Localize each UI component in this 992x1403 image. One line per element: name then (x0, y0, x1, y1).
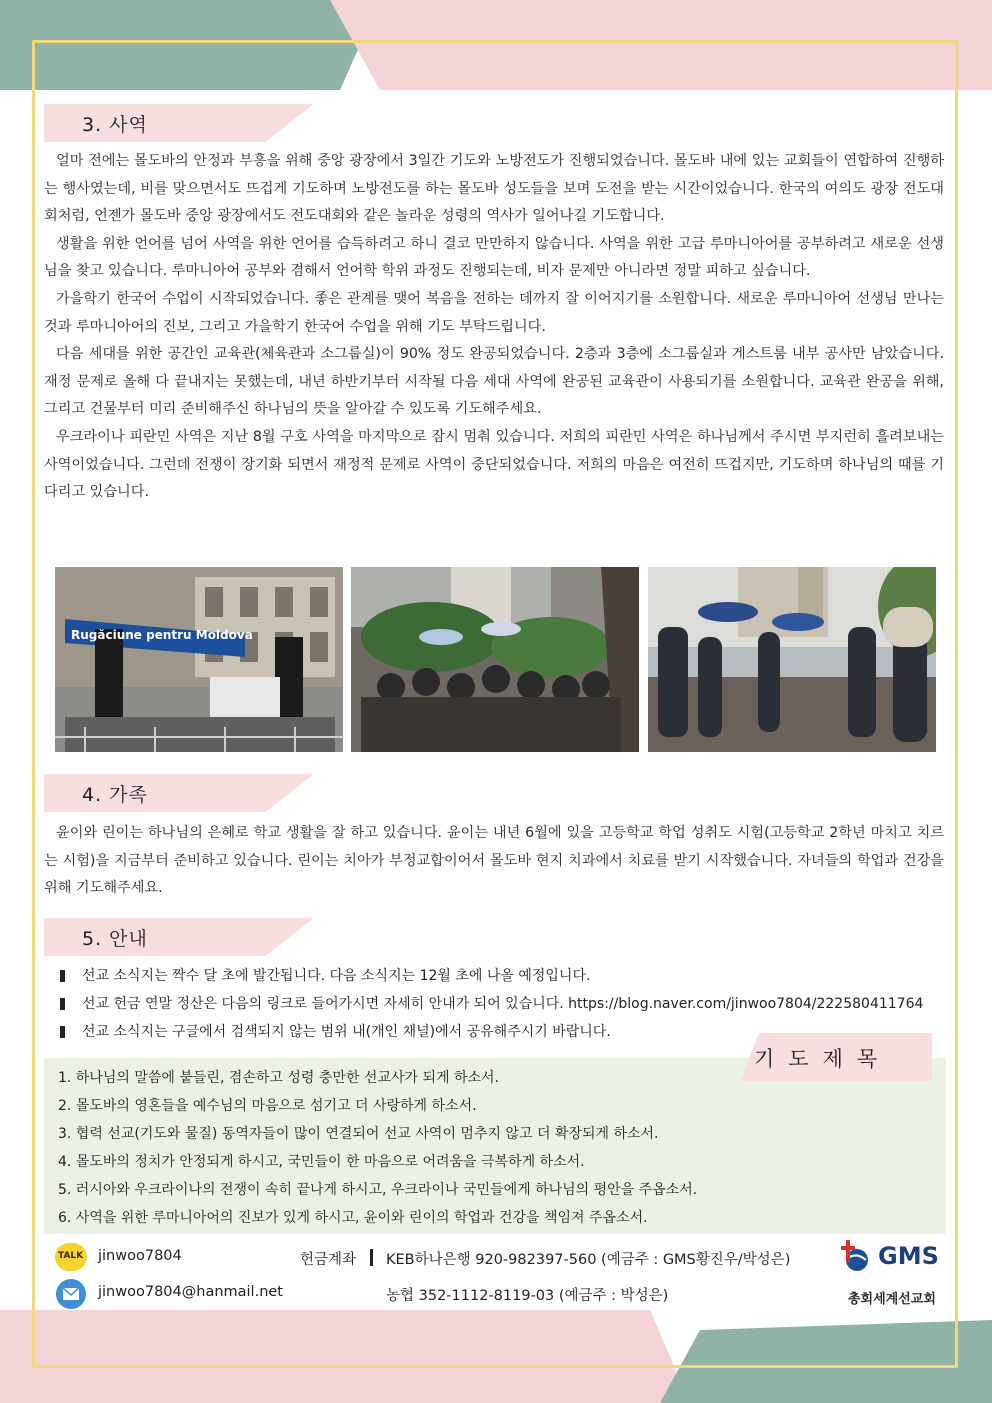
paragraph: 얼마 전에는 몰도바의 안정과 부흥을 위해 중앙 광장에서 3일간 기도와 노방전도가 진행되었습니다. 몰도바 내에 있는 교회들이 연합하여 진행하는 행사였는데, 비를 맞으면서도 뜨겁게 기도하며 노방전도를 하는 몰도바 성도들을 보며 도전을 받는 시간이었습니다. 한국의 여의도 광장 전도대회처럼, 언젠가 몰도바 중앙 광장에서도 전도대회와 같은 놀라운 성령의 역사가 일어나길 기도합니다. (44, 153, 944, 225)
account-2: 농협 352-1112-8119-03 (예금주 : 박성은) (386, 1288, 669, 1304)
prayer-item: 2. 몰도바의 영혼들을 예수님의 마음으로 섬기고 더 사랑하게 하소서. (58, 1098, 477, 1114)
banner-text: Rugăciune pentru Moldova (71, 628, 253, 642)
section-title: 5. 안내 (82, 928, 148, 950)
divider (370, 1249, 373, 1266)
account-1: KEB하나은행 920-982397-560 (예금주 : GMS황진우/박성은) (386, 1252, 791, 1268)
account-label: 헌금계좌 (300, 1252, 357, 1268)
prayer-item: 5. 러시아와 우크라이나의 전쟁이 속히 끝나게 하시고, 우크라이나 국민들에게 하나님의 평안을 주옵소서. (58, 1182, 698, 1198)
photo-crowd-umbrellas (351, 567, 639, 752)
gms-logo-text: GMS (878, 1242, 939, 1270)
section-header-notice (44, 918, 314, 956)
section-header-family (44, 774, 314, 812)
prayer-item: 1. 하나님의 말씀에 붙들린, 겸손하고 성령 충만한 선교사가 되게 하소서. (58, 1070, 499, 1086)
prayer-list (58, 1064, 697, 1232)
paragraph: 윤이와 린이는 하나님의 은혜로 학교 생활을 잘 하고 있습니다. 윤이는 내년 6월에 있을 고등학교 학업 성취도 시험(고등학교 2학년 마치고 치르는 시험)을 지금부터 준비하고 있습니다. 린이는 치아가 부정교합이어서 몰도바 현지 치과에서 치료를 받기 시작했습니다. 자녀들의 학업과 건강을 위해 기도해주세요. (44, 825, 944, 897)
prayer-item: 6. 사역을 위한 루마니아어의 진보가 있게 하시고, 윤이와 린이의 학업과 건강을 책임져 주옵소서. (58, 1210, 648, 1226)
paragraph: 가을학기 한국어 수업이 시작되었습니다. 좋은 관계를 맺어 복음을 전하는 데까지 잘 이어지기를 소원합니다. 새로운 루마니아어 선생님 만나는 것과 루마니아어의 진보, 그리고 가을학기 한국어 수업을 위해 기도 부탁드립니다. (44, 290, 944, 335)
photo-stage (55, 567, 343, 752)
paragraph: 우크라이나 피란민 사역은 지난 8월 구호 사역을 마지막으로 잠시 멈춰 있습니다. 저희의 피란민 사역은 하나님께서 주시면 부지런히 흘려보내는 사역이었습니다. 그런데 전쟁이 장기화 되면서 재정적 문제로 사역이 중단되었습니다. 저희의 마음은 여전히 뜨겁지만, 기도하며 하나님의 때를 기다리고 있습니다. (44, 428, 944, 501)
kakao-talk-icon: TALK (55, 1243, 87, 1271)
notice-item: 선교 소식지는 짝수 달 초에 발간됩니다. 다음 소식지는 12월 초에 나올 예정입니다. (58, 962, 948, 990)
section-header-ministry (44, 104, 314, 142)
gms-logo-icon (840, 1238, 874, 1274)
section-title: 3. 사역 (82, 114, 148, 136)
prayer-item: 3. 협력 선교(기도와 물질) 동역자들이 많이 연결되어 선교 사역이 멈추지 않고 더 확장되게 하소서. (58, 1126, 659, 1142)
org-name: 총회세계선교회 (848, 1292, 936, 1307)
prayer-title-tab (740, 1033, 932, 1081)
prayer-item: 4. 몰도바의 정치가 안정되게 하시고, 국민들이 한 마음으로 어려움을 극복하게 하소서. (58, 1154, 585, 1170)
notice-item: 선교 헌금 연말 정산은 다음의 링크로 들어가시면 자세히 안내가 되어 있습니다. https://blog.naver.com/jinwoo7804/222580411764 (58, 990, 948, 1018)
paragraph: 다음 세대를 위한 공간인 교육관(체육관과 소그룹실)이 90% 정도 완공되었습니다. 2층과 3층에 소그룹실과 게스트룸 내부 공사만 남았습니다. 재정 문제로 올해 다 끝내지는 못했는데, 내년 하반기부터 시작될 다음 세대 사역에 완공된 교육관이 사용되기를 소원합니다. 교육관 완공을 위해, 그리고 건물부터 미리 준비해주신 하나님의 뜻을 알아갈 수 있도록 기도해주세요. (44, 346, 944, 418)
paragraph: 생활을 위한 언어를 넘어 사역을 위한 언어를 습득하려고 하니 결코 만만하지 않습니다. 사역을 위한 고급 루마니아어를 공부하려고 새로운 선생님을 찾고 있습니다. 루마니아어 공부와 겸해서 언어학 학위 과정도 진행되는데, 비자 문제만 아니라면 정말 피하고 싶습니다. (44, 235, 944, 280)
family-text (44, 820, 944, 903)
email-address[interactable]: jinwoo7804@hanmail.net (98, 1284, 283, 1300)
email-icon (56, 1279, 86, 1309)
prayer-title: 기도제목 (754, 1047, 892, 1071)
kakao-id: jinwoo7804 (98, 1248, 182, 1264)
photo-praying-group (648, 567, 936, 752)
section-title: 4. 가족 (82, 784, 148, 806)
ministry-text (44, 148, 944, 507)
notice-item: 선교 소식지는 구글에서 검색되지 않는 범위 내(개인 채널)에서 공유해주시기 바랍니다. (58, 1018, 948, 1046)
